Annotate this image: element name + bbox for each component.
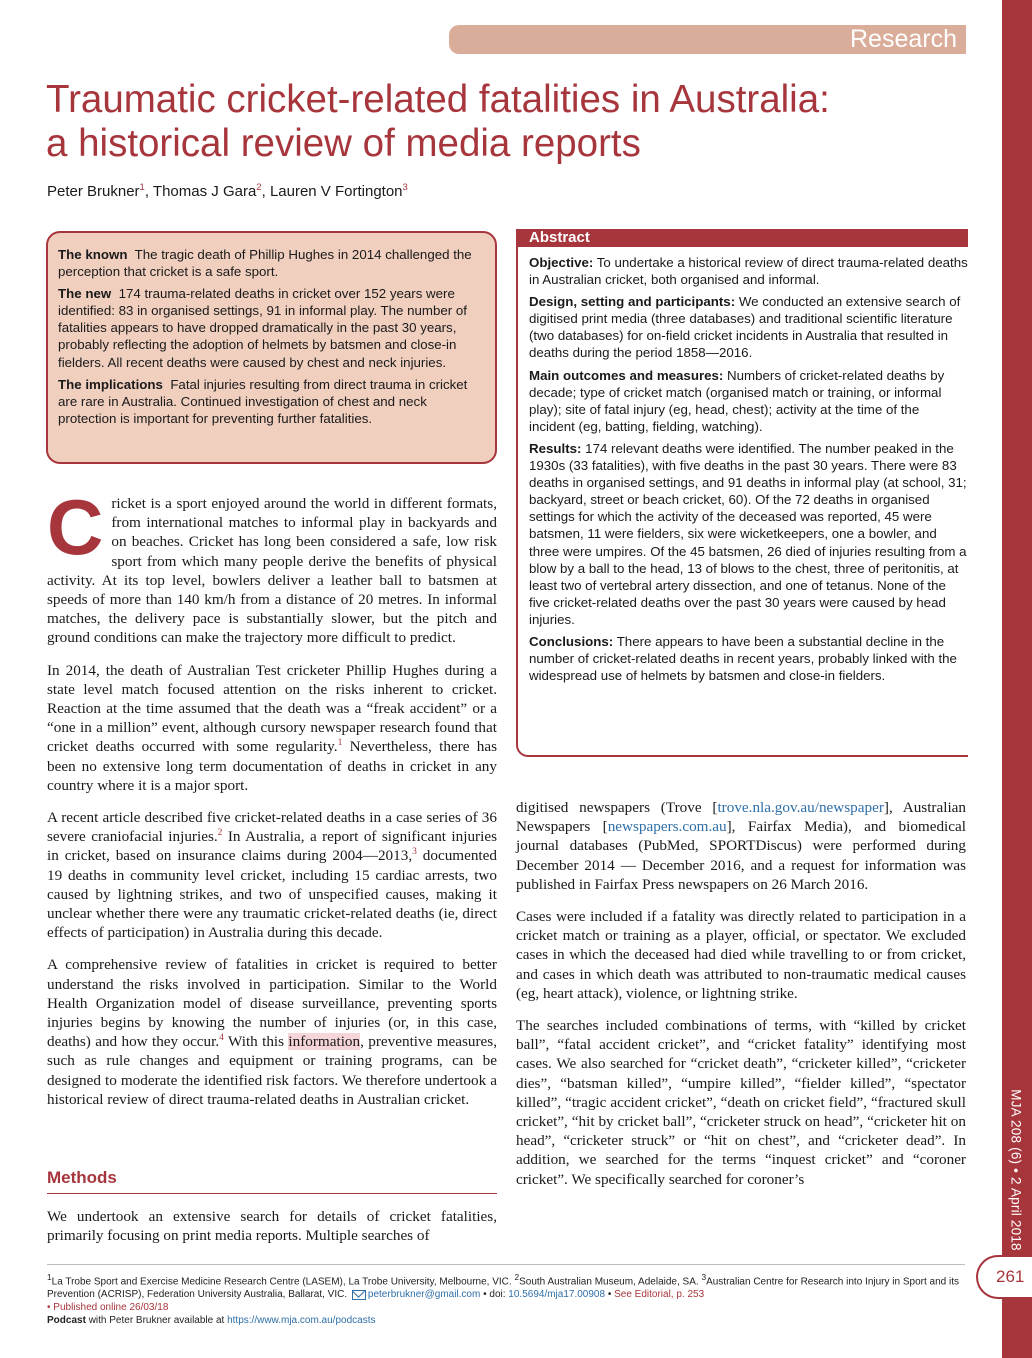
- key-points-box: The known The tragic death of Phillip Hughes in 2014 challenged the perception that cricket is a safe sport. The new 174 trauma-related deaths in cricket over 152 years were identified: 83 in organised settings, 91 in informal play. The number of fatalities appears to have dropped dramatically in the past 30 years, probably reflecting the adoption of helmets by batsmen and close-in fielders. All recent deaths were caused by chest and neck injuries. The implications Fatal injuries resulting from direct trauma in cricket are rare in Australia. Continued investigation of chest and neck protection is important for preventing further fatalities.: [46, 231, 497, 464]
- reference-link[interactable]: 3: [412, 847, 417, 858]
- body-column-left: [47, 483, 498, 1122]
- body-paragraph: The searches included combinations of terms, with “killed by cricket ball”, “fatal accident cricket”, and “cricket fatality” identifying most cases. We also searched for “cricket death”, “cricketer killed”, “cricketer dies”, “batsman killed”, “umpire killed”, “fielder killed”, “spectator killed”, “tragic accident cricket”, “death on cricket field”, “fractured skull cricket”, “hit by cricket ball”, “cricketer struck on head”, “cricketer hit on head”, “cricketer struck” or “hit on chest”, and “cricketer dead”. In addition, we searched for the terms “inquest cricket” and “coroner cricket”. We specifically searched for coroner’s: [516, 1017, 966, 1188]
- highlighted-word: information: [288, 1033, 361, 1051]
- podcast-link[interactable]: https://www.mja.com.au/podcasts: [227, 1315, 376, 1327]
- abstract-heading: Abstract: [518, 229, 968, 247]
- author-name: Peter Brukner: [47, 183, 140, 200]
- body-paragraph: A recent article described five cricket-related deaths in a case series of 36 severe craniofacial injuries.$^2$ In Australia, a report of significant injuries in cricket, based on insurance claims during 2004—2013,$^3$ documented 19 deaths in community level cricket, including 15 cardiac arrests, two caused by lightning strikes, and two of unspecified causes, making it unclear whether there were any traumatic cricket-related deaths (ie, direct effects of participation) in Australia during this decade.: [47, 809, 497, 942]
- abstract-design: Design, setting and participants: We conducted an extensive search of digitised print media (three databases) and traditional scientific literature (two databases) for on-field cricket incidents in Australia that resulted in deaths during the period 1858—2016.: [529, 294, 961, 361]
- reference-link[interactable]: 4: [219, 1033, 224, 1044]
- methods-paragraph: We undertook an extensive search for details of cricket fatalities, primarily focusing on print media reports. Multiple searches of: [47, 1208, 497, 1245]
- email-link[interactable]: peterbrukner@gmail.com: [367, 1289, 481, 1301]
- section-tag: Research: [449, 25, 966, 54]
- body-column-right: [516, 798, 966, 1202]
- published-date: Published online 26/03/18: [53, 1302, 169, 1314]
- doi-link[interactable]: 10.5694/mja17.00908: [508, 1289, 606, 1301]
- author-name: Thomas J Gara: [152, 183, 257, 200]
- author-name: Lauren V Fortington: [269, 183, 403, 200]
- methods-heading: Methods: [47, 1168, 497, 1194]
- reference-link[interactable]: 2: [217, 828, 223, 839]
- body-paragraph: A comprehensive review of fatalities in cricket is required to better understand the risks involved in participation. Similar to the World Health Organization model of disease surveillance, preventing sports injuries begins by knowing the number of injuries (or, in this case, deaths) and how they occur.$^4$ With this information, preventive measures, such as rule changes and equipment or training programs, can be designed to moderate the identified risk factors. We therefore undertook a historical review of direct trauma-related deaths in Australian cricket.: [47, 956, 498, 1108]
- newspapers-link[interactable]: newspapers.com.au: [607, 818, 727, 836]
- footer-divider: [47, 1264, 965, 1265]
- reference-link[interactable]: 1: [337, 738, 343, 749]
- author-list: Peter Brukner$^1$, Thomas J Gara$^2$, Lauren V Fortington$^3$: [47, 182, 408, 200]
- article-title: Traumatic cricket-related fatalities in Australia: a historical review of media reports: [46, 78, 830, 165]
- journal-issue-label: MJA 208 (6) • 2 April 2018: [1008, 1089, 1024, 1251]
- body-paragraph: In 2014, the death of Australian Test cricketer Phillip Hughes during a state level match focused attention on the risks inherent to cricket. Reaction at the time assumed that the death was a “freak accident” or a “one in a million” event, although cursory newspaper research found that cricket deaths occurred with some regularity.$^1$ Nevertheless, there has been no extensive long term documentation of deaths in cricket in any country where it is a major sport.: [47, 661, 497, 794]
- footnotes: $^1$La Trobe Sport and Exercise Medicine Research Centre (LASEM), La Trobe University, Melbourne, VIC. $^2$South Australian Museum, Adelaide, SA. $^3$Australian Centre for Research into Injury in Sport and its Prevention (ACRISP), Federation University Australia, Ballarat, VIC. peterbrukner@gmail.com • doi: 10.5694/mja17.00908 • See Editorial, p. 253 • Published online 26/03/18 Podcast with Peter Brukner available at https://www.mja.com.au/podcasts: [47, 1272, 959, 1327]
- editorial-link[interactable]: See Editorial, p. 253: [614, 1289, 705, 1301]
- drop-cap: C: [47, 483, 104, 571]
- abstract-objective: Objective: To undertake a historical review of direct trauma-related deaths in Australian cricket, both organised and informal.: [529, 255, 968, 288]
- body-paragraph: Cases were included if a fatality was directly related to participation in a cricket match or training as a player, official, or spectator. We excluded cases in which the deceased had died while travelling to or from cricket, and cases in which death was attributed to non-traumatic medical causes (eg, heart attack), violence, or lightning strike.: [516, 908, 966, 1002]
- body-paragraph: digitised newspapers (Trove [trove.nla.gov.au/newspaper], Australian Newspapers [newspapers.com.au], Fairfax Media), and biomedical journal databases (PubMed, SPORTDiscus) were performed during December 2014 — December 2016, and a request for information was published in Fairfax Press newspapers on 26 March 2016.: [516, 799, 966, 893]
- trove-link[interactable]: trove.nla.gov.au/newspaper: [717, 799, 884, 816]
- abstract-box: [516, 229, 968, 757]
- abstract-conclusions: Conclusions: There appears to have been a substantial decline in the number of cricket-related deaths in recent years, probably linked with the widespread use of helmets by batsmen and close-in fielders.: [529, 633, 957, 684]
- body-paragraph: Cricket is a sport enjoyed around the world in different formats, from international matches to informal play in backyards and on beaches. Cricket has long been considered a safe, low risk sport from which many people derive the benefits of physical activity. At its top level, bowlers deliver a leather ball to batsmen at speeds of more than 140 km/h from a distance of 20 metres. In informal matches, the delivery pace is substantially slower, but the pitch and ground conditions can make the trajectory more difficult to predict.: [47, 483, 497, 647]
- page-number: 261: [976, 1255, 1032, 1299]
- abstract-results: Results: 174 relevant deaths were identified. The number peaked in the 1930s (33 fatalities), with five deaths in the past 30 years. There were 83 deaths in organised settings, and 91 deaths in informal play (at school, 31; backyard, street or beach cricket, 60). Of the 72 deaths in organised settings for which the activity of the deceased was reported, 45 were batsmen, 11 were fielders, six were wicketkeepers, one a bowler, and three were umpires. Of the 45 batsmen, 26 died of injuries resulting from a blow by a ball to the head, 13 of blows to the chest, three of peritonitis, at least two of vertebral artery dissection, and one of tetanus. None of the five cricket-related deaths over the past 30 years were caused by head injuries.: [529, 440, 967, 627]
- abstract-outcomes: Main outcomes and measures: Numbers of cricket-related deaths by decade; type of cricket match (organised match or training, or informal play); site of fatal injury (eg, head, chest); activity at the time of the incident (eg, batting, fielding, watching).: [529, 367, 945, 434]
- mail-icon: [352, 1290, 366, 1300]
